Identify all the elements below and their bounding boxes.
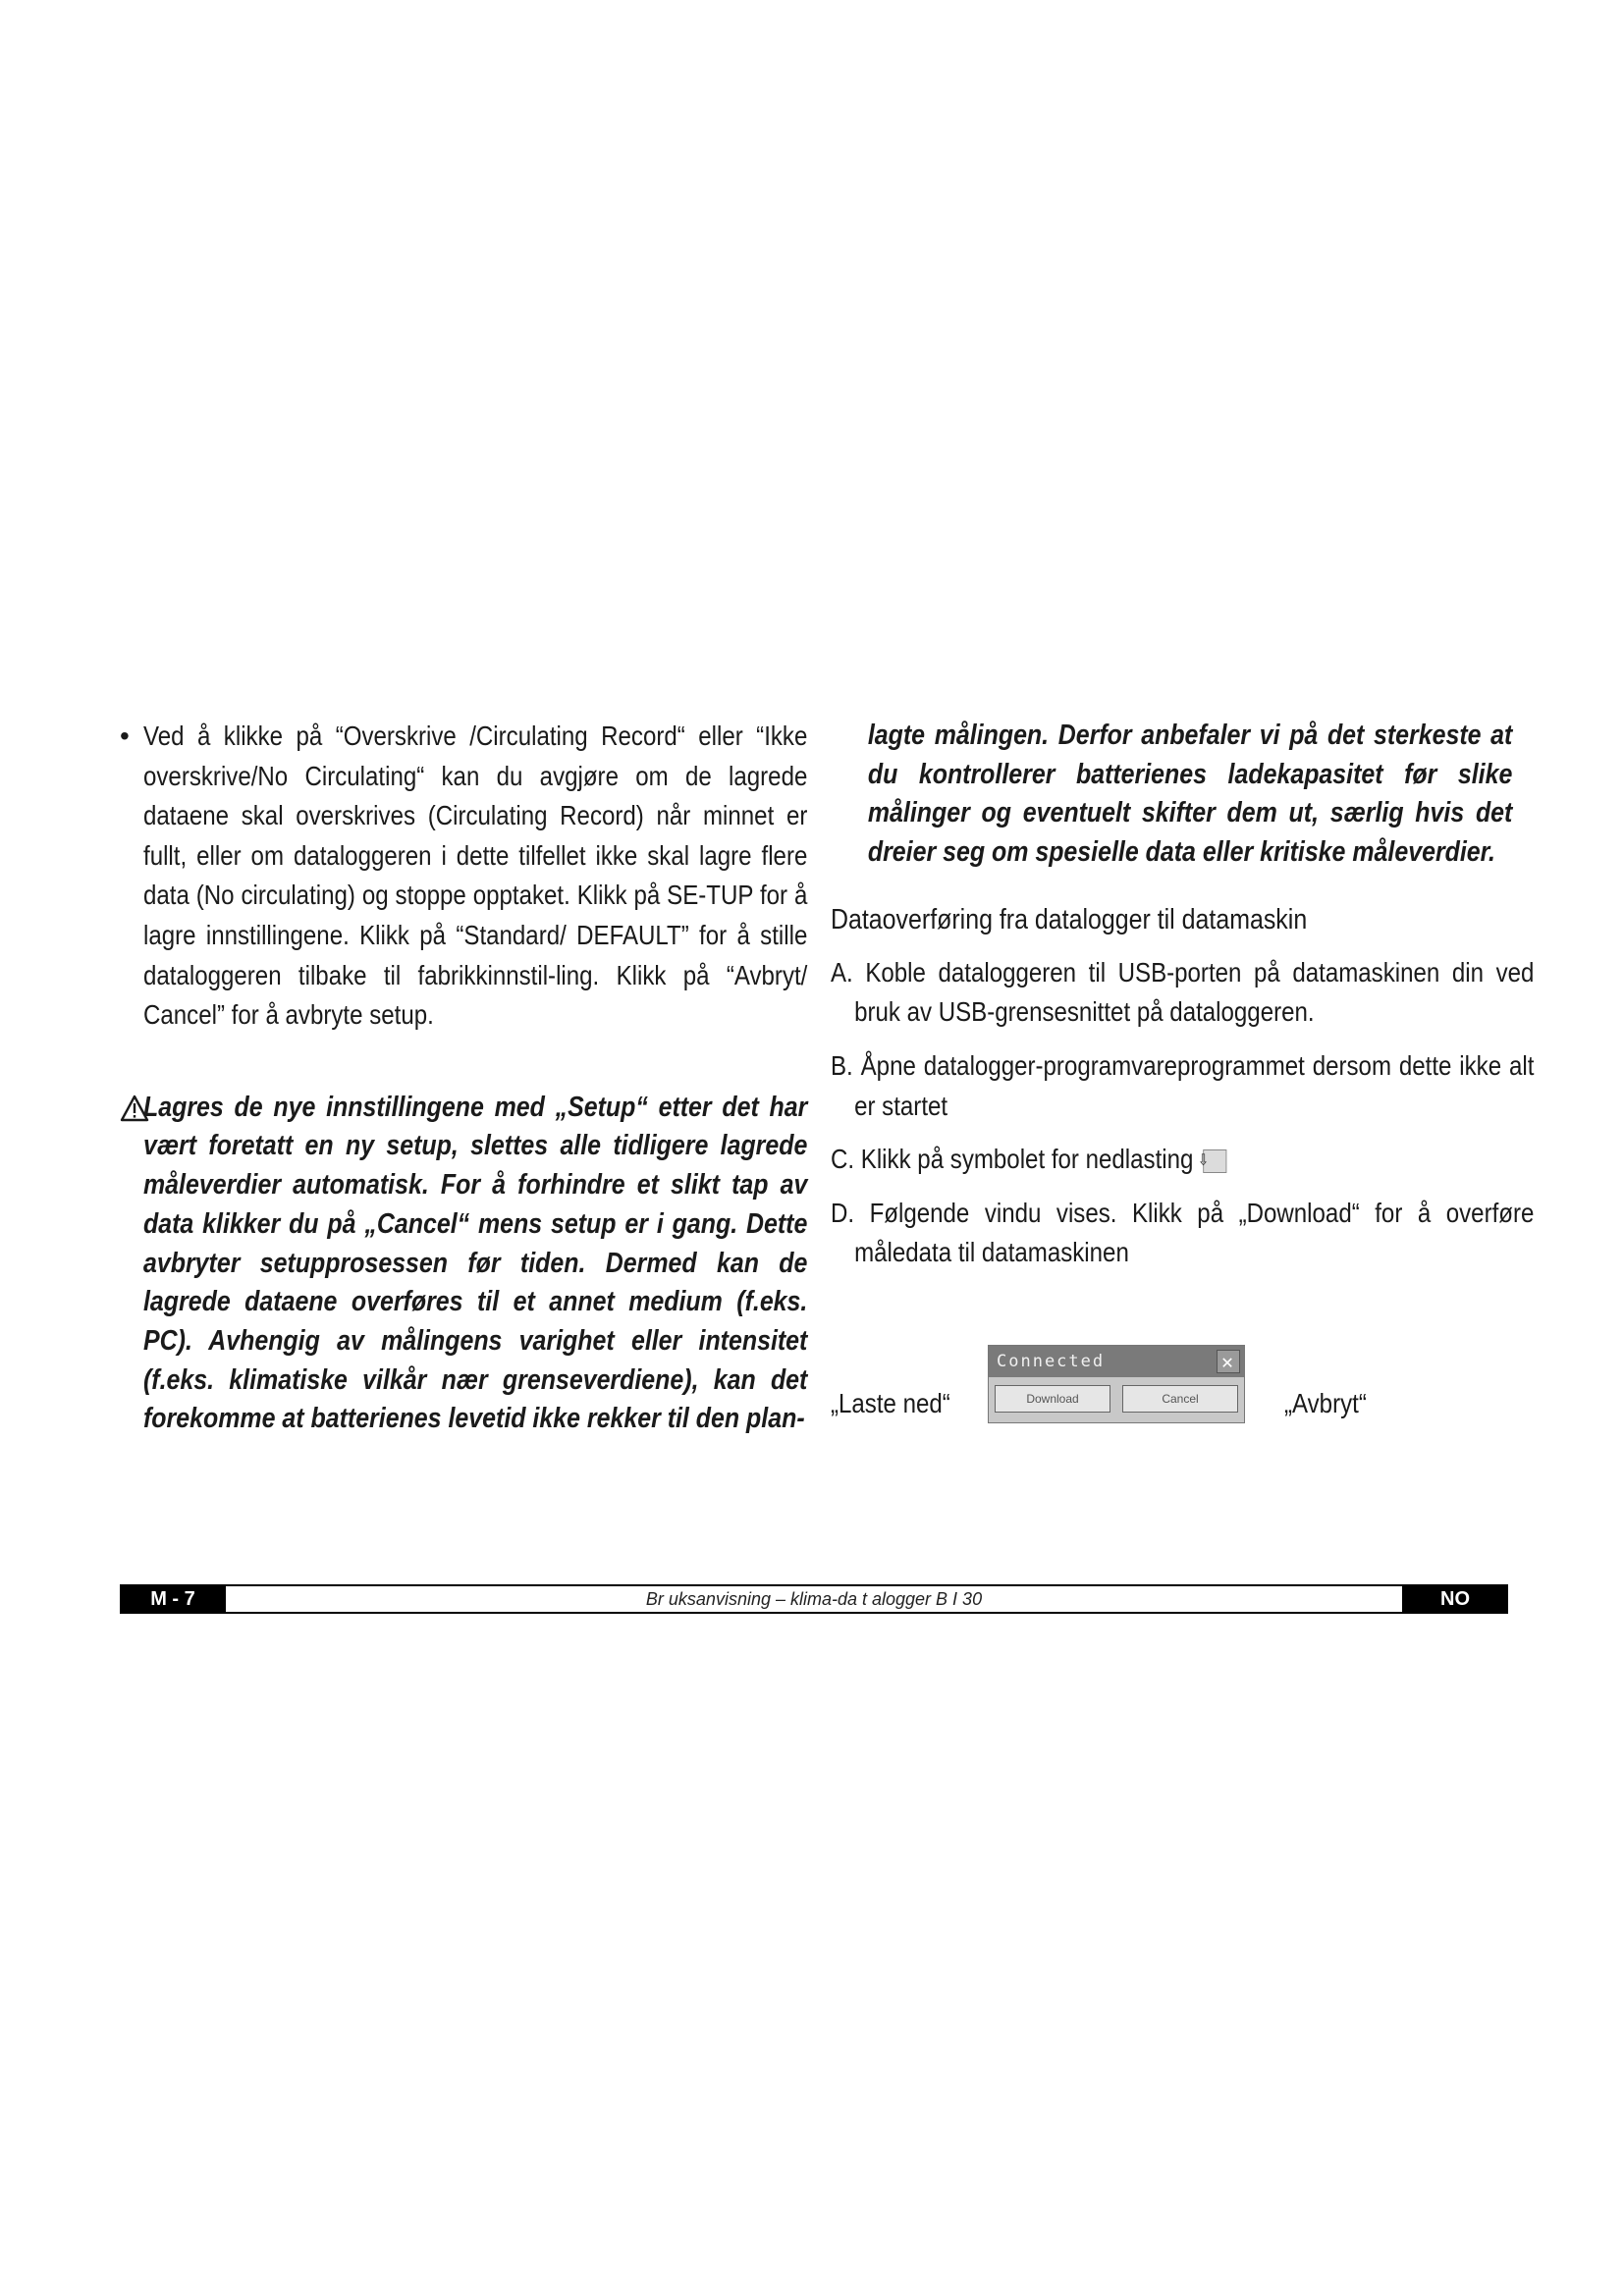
close-icon[interactable]: ✕ bbox=[1217, 1350, 1240, 1373]
dialog-title-text: Connected bbox=[997, 1352, 1106, 1371]
warning-continuation: lagte målingen. Derfor anbefaler vi på det sterkeste at du kontrollerer batterienes ladekapasitet før slike målinger og eventuelt skifter dem ut, særlig hvis det dreier seg om spesielle data eller kritiske måleverdier. bbox=[867, 720, 1513, 869]
step-d bbox=[831, 1194, 1535, 1273]
left-column bbox=[120, 717, 809, 1439]
bullet-icon: • bbox=[120, 721, 130, 751]
step-b-text: B. Åpne datalogger-programvareprogrammet dersom dette ikke alt er startet bbox=[831, 1050, 1535, 1121]
step-a-text: A. Koble dataloggeren til USB-porten på datamaskinen din ved bruk av USB-grensesnittet på dataloggeren. bbox=[831, 956, 1535, 1028]
dialog-row bbox=[831, 1345, 1512, 1433]
step-b bbox=[831, 1046, 1535, 1126]
dialog-title bbox=[989, 1346, 1244, 1377]
language-badge: NO bbox=[1402, 1584, 1508, 1614]
dialog-label-cancel: „Avbryt“ bbox=[1284, 1388, 1367, 1418]
download-button[interactable]: Download bbox=[995, 1385, 1110, 1413]
step-c-label: C. Klikk på symbolet for nedlasting bbox=[831, 1144, 1194, 1175]
bullet-paragraph-block bbox=[120, 717, 809, 1036]
dialog-label-download: „Laste ned“ bbox=[831, 1388, 950, 1418]
page-number: M - 7 bbox=[120, 1584, 226, 1614]
warning-block bbox=[120, 1089, 809, 1439]
download-icon[interactable]: ⇩ bbox=[1204, 1149, 1227, 1173]
bullet-paragraph: Ved å klikke på “Overskrive /Circulating Record“ eller “Ikke overskrive/No Circulating“ kan du avgjøre om de lagrede dataene skal overskrives (Circulating Record) når minnet er fullt, eller om dataloggeren i dette tilfellet ikke skal lagre flere data (No circulating) og stoppe opptaket. Klikk på SE-TUP for å lagre innstillingene. Klikk på “Standard/ DEFAULT” for å stille dataloggeren tilbake til fabrikkinnstil-ling. Klikk på “Avbryt/ Cancel” for å avbryte setup. bbox=[143, 721, 808, 1031]
warning-paragraph: Lagres de nye innstillingene med „Setup“ etter det har vært foretatt en ny setup, slettes alle tidligere lagrede måleverdier automatisk. For å forhindre et slikt tap av data klikker du på „Cancel“ mens setup er i gang. Dette avbryter setupprosessen før tiden. Dermed kan de lagrede dataene overføres til et annet medium (f.eks. PC). Avhengig av målingens varighet eller intensitet (f.eks. klimatiske vilkår nær grenseverdiene), kan det forekomme at batterienes levetid ikke rekker til den plan- bbox=[143, 1091, 808, 1435]
footer-title: Br uksanvisning – klima-da t alogger B I 30 bbox=[645, 1589, 983, 1609]
step-a bbox=[831, 953, 1535, 1033]
step-c bbox=[831, 1140, 1512, 1180]
step-d-text: D. Følgende vindu vises. Klikk på „Download“ for å overføre måledata til datamaskinen bbox=[831, 1197, 1535, 1268]
connected-dialog bbox=[988, 1345, 1245, 1423]
right-column bbox=[831, 717, 1535, 1418]
section-heading: Dataoverføring fra datalogger til datamaskin bbox=[831, 903, 1308, 935]
cancel-button[interactable]: Cancel bbox=[1122, 1385, 1238, 1413]
step-c-text bbox=[831, 1140, 1534, 1180]
